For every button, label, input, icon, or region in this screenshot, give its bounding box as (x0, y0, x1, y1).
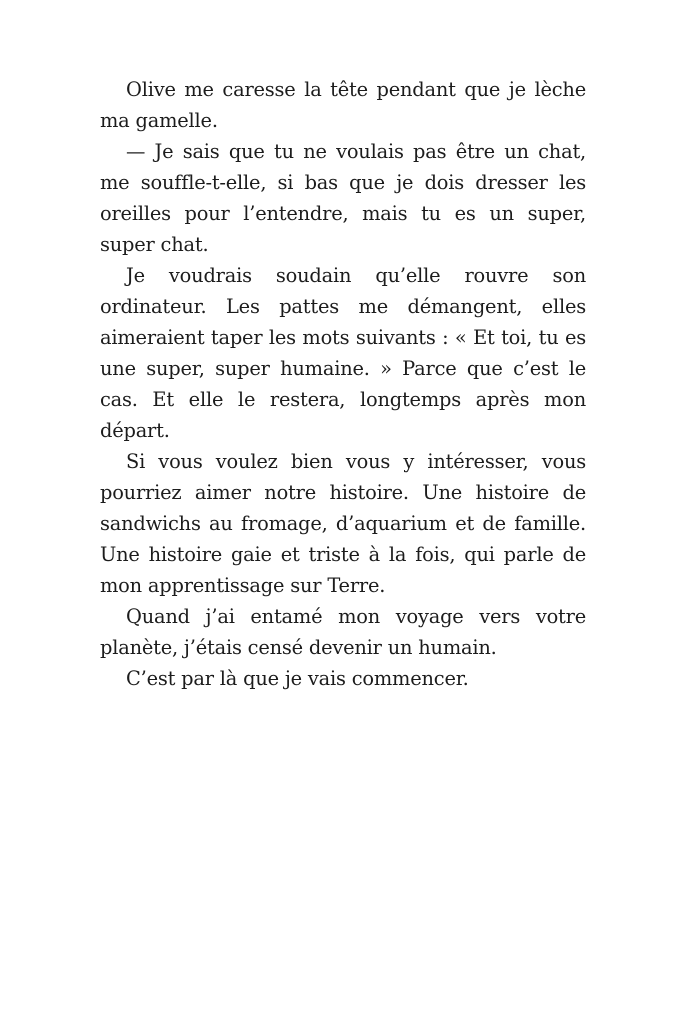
paragraph-2: — Je sais que tu ne voulais pas être un chat, me souffle-t-elle, si bas que je dois dresser les oreilles pour l’entendre, mais tu es un super, super chat. (100, 140, 586, 256)
paragraph-6: C’est par là que je vais commencer. (126, 667, 469, 690)
paragraph-1: Olive me caresse la tête pendant que je lèche ma gamelle. (100, 78, 586, 132)
paragraph-4: Si vous voulez bien vous y intéresser, vous pourriez aimer notre histoire. Une histoire de sandwichs au fromage, d’aquarium et de famille. Une histoire gaie et triste à la fois, qui parle de mon apprentissage sur Terre. (100, 450, 586, 597)
body-text (100, 74, 586, 694)
paragraph-3: Je voudrais soudain qu’elle rouvre son ordinateur. Les pattes me démangent, elles aimeraient taper les mots suivants : « Et toi, tu es une super, super humaine. » Parce que c’est le cas. Et elle le restera, longtemps après mon départ. (100, 264, 586, 442)
paragraph-5: Quand j’ai entamé mon voyage vers votre planète, j’étais censé devenir un humain. (100, 605, 586, 659)
